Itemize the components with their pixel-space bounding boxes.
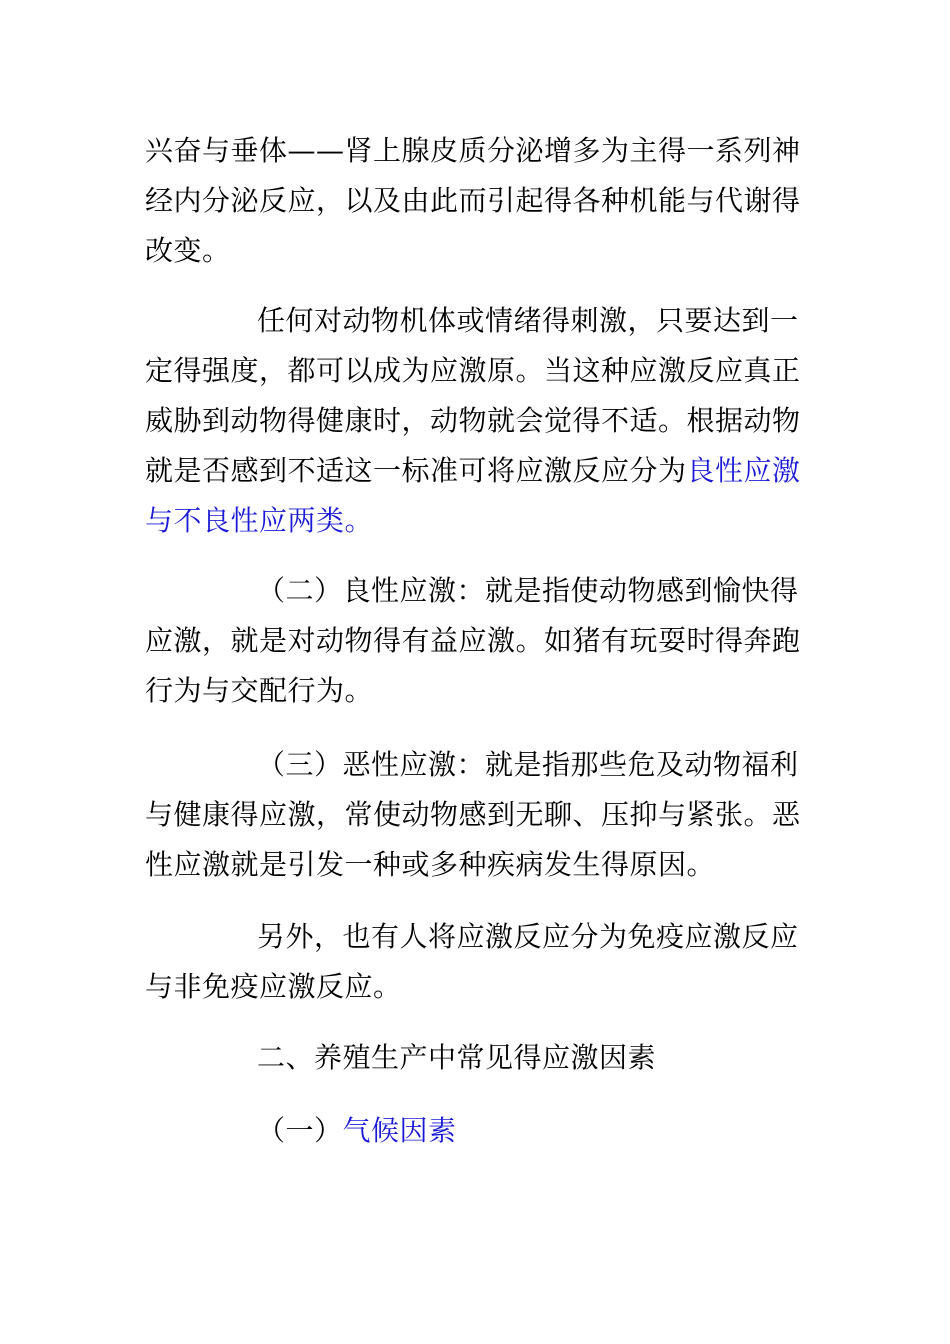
subsection-prefix: （一） bbox=[257, 1114, 343, 1147]
paragraph-benign-stress: （二）良性应激：就是指使动物感到愉快得应激，就是对动物得有益应激。如猪有玩耍时得奔跑行为与交配行为。 bbox=[145, 574, 801, 707]
section-heading: 二、养殖生产中常见得应激因素 bbox=[257, 1041, 657, 1074]
paragraph-malignant-stress: （三）恶性应激：就是指那些危及动物福利与健康得应激，常使动物感到无聊、压抑与紧张。恶性应激就是引发一种或多种疾病发生得原因。 bbox=[145, 748, 801, 881]
subsection-heading bbox=[145, 1106, 809, 1156]
paragraph-immune-stress: 另外，也有人将应激反应分为免疫应激反应与非免疫应激反应。 bbox=[145, 920, 799, 1003]
link-benign-stress[interactable]: 良性应激与不良性应两类。 bbox=[145, 454, 801, 537]
paragraph-neuroendocrine: 兴奋与垂体——肾上腺皮质分泌增多为主得一系列神经内分泌反应，以及由此而引起得各种机能与代谢得改变。 bbox=[145, 134, 801, 267]
link-climate-factors[interactable]: 气候因素 bbox=[342, 1114, 457, 1147]
paragraph-stressor-text: 任何对动物机体或情绪得刺激，只要达到一定得强度，都可以成为应激原。当这种应激反应真正威胁到动物得健康时，动物就会觉得不适。根据动物就是否感到不适这一标准可将应激反应分为 bbox=[145, 304, 801, 487]
paragraph-stressor-definition bbox=[145, 296, 809, 546]
